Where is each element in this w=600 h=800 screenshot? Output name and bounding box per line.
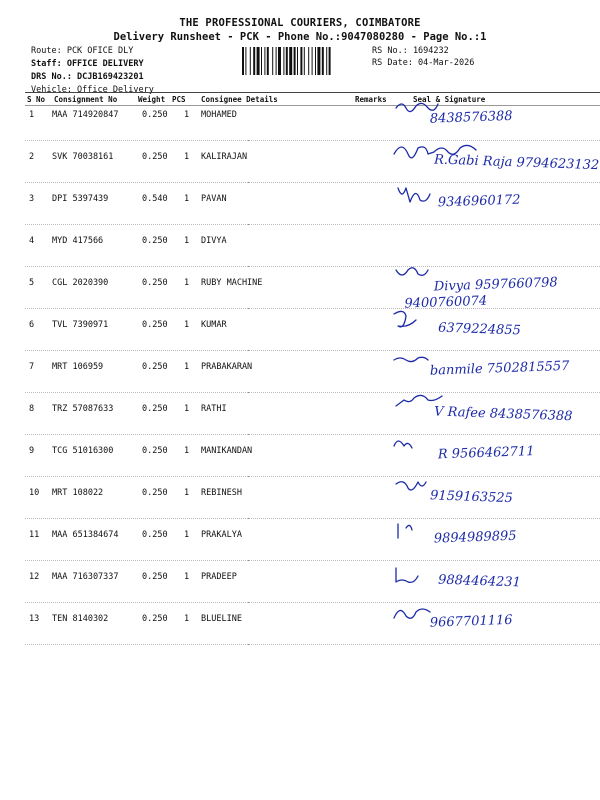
signature-phone-text: 9159163525: [429, 488, 514, 507]
consignment-no: MRT 108022: [52, 488, 104, 498]
signature-stroke: [394, 609, 430, 618]
signature-stroke: [396, 568, 418, 582]
signature-phone-text: 9894989895: [433, 528, 517, 547]
row-sno: 5: [29, 278, 35, 288]
handwritten-signature: [390, 98, 600, 140]
barcode-bar: [253, 47, 255, 75]
signature-phone-text: 6379224855: [437, 320, 522, 339]
consignee-name: PRADEEP: [201, 572, 237, 582]
col-seal-signature: Seal & Signature: [413, 95, 486, 104]
weight-value: 0.250: [142, 278, 168, 288]
route-label: Route: PCK OFICE DLY: [31, 46, 134, 56]
consignment-no: TRZ 57087633: [52, 404, 114, 414]
col-consignment: Consignment No: [54, 95, 118, 104]
barcode-bar: [322, 47, 324, 75]
rs-date: RS Date: 04-Mar-2026: [372, 58, 475, 68]
runsheet-subtitle: Delivery Runsheet - PCK - Phone No.:9047080280 - Page No.:1: [113, 31, 487, 43]
barcode-bar: [308, 47, 309, 75]
barcode-bar: [250, 47, 251, 75]
pcs-value: 1: [184, 530, 190, 540]
barcode-bar: [289, 47, 292, 75]
barcode-bar: [329, 47, 331, 75]
row-sno: 4: [29, 236, 35, 246]
barcode-bar: [312, 47, 313, 75]
consignment-no: TCG 51016300: [52, 446, 114, 456]
handwritten-signature: [390, 392, 600, 434]
barcode-bar: [257, 47, 260, 75]
vehicle-label: Vehicle: Office Delivery: [31, 85, 154, 95]
barcode-bar: [315, 47, 316, 75]
consignment-no: MAA 651384674: [52, 530, 119, 540]
weight-value: 0.250: [142, 152, 168, 162]
staff-label: Staff: OFFICE DELIVERY: [31, 59, 144, 69]
pcs-value: 1: [184, 110, 190, 120]
pcs-value: 1: [184, 278, 190, 288]
consignment-no: MRT 106959: [52, 362, 104, 372]
row-sno: 6: [29, 320, 35, 330]
barcode-bar: [242, 47, 244, 75]
consignee-name: PRABAKARAN: [201, 362, 253, 372]
barcode-bar: [283, 47, 284, 75]
barcode-bar: [286, 47, 288, 75]
barcode-bar: [304, 47, 305, 75]
handwritten-signature: [390, 140, 600, 182]
weight-value: 0.250: [142, 488, 168, 498]
signature-phone-text: 9884464231: [437, 572, 522, 591]
barcode-bar: [267, 47, 269, 75]
barcode-bar: [245, 47, 246, 75]
weight-value: 0.250: [142, 446, 168, 456]
row-sno: 3: [29, 194, 35, 204]
pcs-value: 1: [184, 362, 190, 372]
weight-value: 0.540: [142, 194, 168, 204]
signature-phone-text: R.Gabi Raja 9794623132: [433, 152, 600, 174]
table-top-rule: [25, 92, 600, 93]
consignment-no: SVK 70038161: [52, 152, 114, 162]
consignee-name: RUBY MACHINE: [201, 278, 263, 288]
runsheet-info: [31, 45, 154, 97]
weight-value: 0.250: [142, 530, 168, 540]
handwritten-signature: [390, 266, 600, 312]
weight-value: 0.250: [142, 404, 168, 414]
signature-stroke: [394, 357, 428, 361]
barcode-bar: [272, 47, 273, 75]
handwritten-signature: [390, 518, 600, 560]
signature-stroke: [396, 103, 438, 111]
row-sno: 10: [29, 488, 40, 498]
barcode-bar: [276, 47, 277, 75]
pcs-value: 1: [184, 236, 190, 246]
consignee-name: PRAKALYA: [201, 530, 242, 540]
pcs-value: 1: [184, 446, 190, 456]
pcs-value: 1: [184, 404, 190, 414]
signature-phone-text: 9400760074: [404, 293, 488, 312]
row-sno: 1: [29, 110, 35, 120]
signature-phone-text: 9667701116: [429, 612, 513, 631]
rs-number: RS No.: 1694232: [372, 46, 449, 56]
barcode-bar: [294, 47, 296, 75]
signature-phone-text: 8438576388: [429, 108, 513, 127]
consignee-name: DIVYA: [201, 236, 227, 246]
handwritten-signature: [390, 476, 600, 518]
barcode-bar: [317, 47, 320, 75]
consignment-no: MAA 714920847: [52, 110, 119, 120]
pcs-value: 1: [184, 614, 190, 624]
handwritten-signature: [390, 434, 600, 476]
signature-stroke: [398, 188, 430, 202]
pcs-value: 1: [184, 488, 190, 498]
rs-info: [372, 45, 474, 69]
weight-value: 0.250: [142, 236, 168, 246]
consignment-no: TEN 8140302: [52, 614, 109, 624]
col-remarks: Remarks: [355, 95, 387, 104]
col-sno: S No: [27, 95, 46, 104]
consignment-no: MYD 417566: [52, 236, 104, 246]
col-consignee: Consignee Details: [201, 95, 278, 104]
weight-value: 0.250: [142, 320, 168, 330]
row-sno: 9: [29, 446, 35, 456]
signature-phone-text: R 9566462711: [437, 444, 535, 463]
weight-value: 0.250: [142, 572, 168, 582]
signature-stroke: [394, 441, 412, 448]
weight-value: 0.250: [142, 614, 168, 624]
barcode-bar: [278, 47, 281, 75]
handwritten-signature: [390, 350, 600, 392]
pcs-value: 1: [184, 152, 190, 162]
consignee-name: KALIRAJAN: [201, 152, 248, 162]
company-title: THE PROFESSIONAL COURIERS, COIMBATORE: [179, 17, 421, 29]
row-divider: [25, 644, 600, 645]
signature-phone-text: 9346960172: [437, 192, 521, 211]
barcode-bar: [261, 47, 262, 75]
handwritten-signature: [390, 560, 600, 602]
consignee-name: BLUELINE: [201, 614, 242, 624]
drs-label: DRS No.: DCJB169423201: [31, 72, 144, 82]
handwritten-signature: [390, 224, 600, 266]
row-sno: 8: [29, 404, 35, 414]
pcs-value: 1: [184, 320, 190, 330]
consignee-name: MANIKANDAN: [201, 446, 253, 456]
row-sno: 11: [29, 530, 40, 540]
signature-phone-text: V Rafee 8438576388: [433, 404, 573, 425]
signature-stroke: [394, 311, 416, 326]
consignee-name: RATHI: [201, 404, 227, 414]
pcs-value: 1: [184, 194, 190, 204]
row-sno: 13: [29, 614, 40, 624]
barcode-bar: [297, 47, 298, 75]
consignee-name: PAVAN: [201, 194, 227, 204]
handwritten-signature: [390, 602, 600, 644]
handwritten-signature: [390, 182, 600, 224]
consignment-no: MAA 716307337: [52, 572, 119, 582]
signature-phone-text: banmile 7502815557: [429, 358, 570, 379]
signature-stroke: [396, 268, 428, 276]
handwritten-signature: [390, 308, 600, 350]
signature-phone-text: Divya 9597660798: [433, 275, 558, 295]
weight-value: 0.250: [142, 110, 168, 120]
consignment-no: TVL 7390971: [52, 320, 109, 330]
signature-stroke: [398, 524, 412, 538]
col-weight: Weight: [138, 95, 166, 104]
consignment-no: CGL 2020390: [52, 278, 109, 288]
consignee-name: MOHAMED: [201, 110, 237, 120]
barcode-bar: [264, 47, 265, 75]
barcode-bar: [326, 47, 327, 75]
barcode-bar: [300, 47, 302, 75]
row-sno: 7: [29, 362, 35, 372]
row-sno: 12: [29, 572, 40, 582]
table-row: [0, 614, 600, 656]
consignee-name: REBINESH: [201, 488, 242, 498]
consignee-name: KUMAR: [201, 320, 227, 330]
barcode: [242, 47, 368, 75]
row-sno: 2: [29, 152, 35, 162]
pcs-value: 1: [184, 572, 190, 582]
consignment-no: DPI 5397439: [52, 194, 109, 204]
signature-stroke: [396, 482, 426, 490]
weight-value: 0.250: [142, 362, 168, 372]
col-pcs: PCS: [172, 95, 186, 104]
